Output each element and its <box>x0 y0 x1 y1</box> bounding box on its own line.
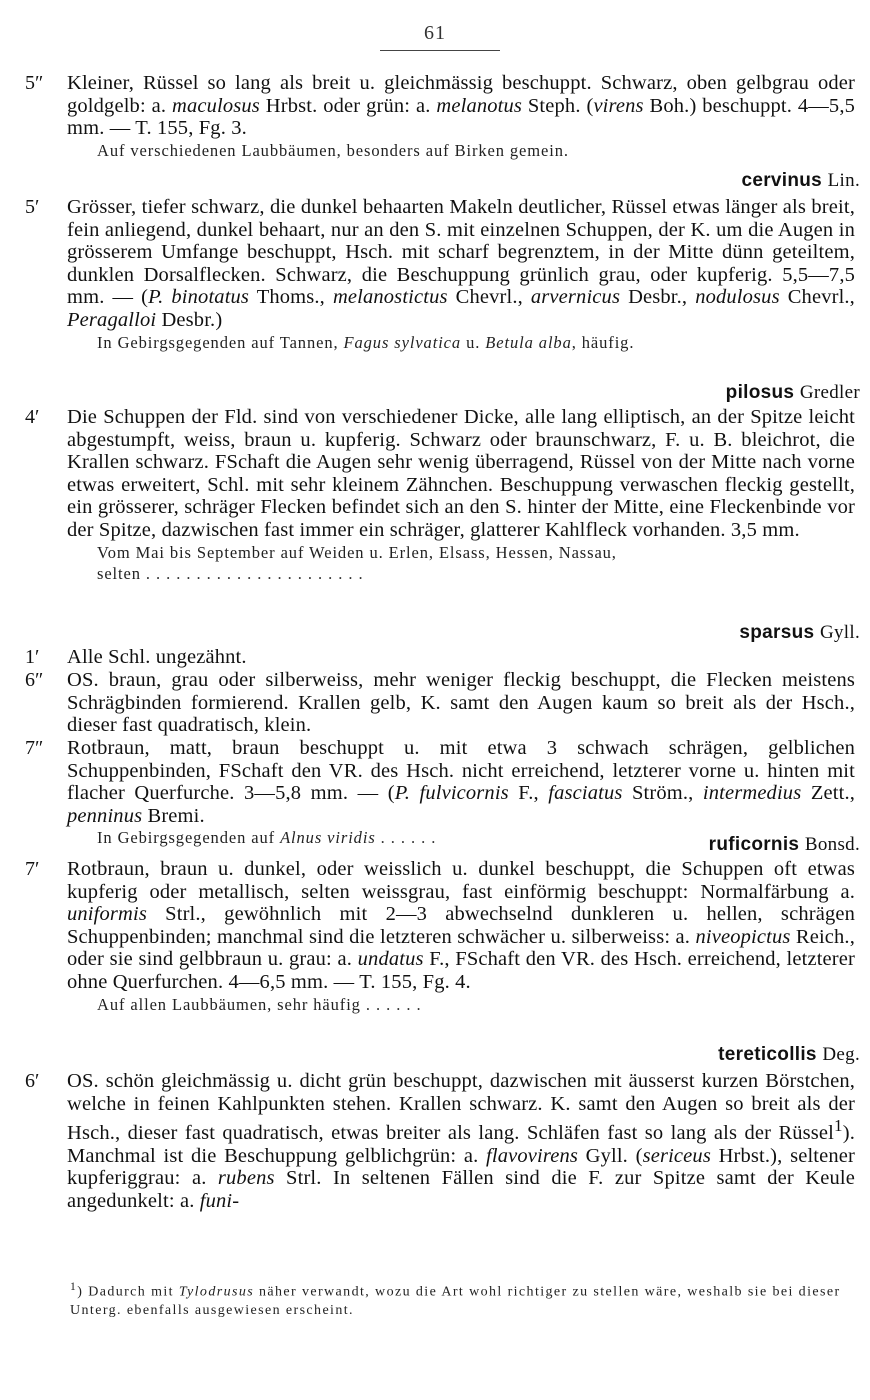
entry-number: 4′ <box>25 406 40 428</box>
key-entry-1d <box>25 646 857 669</box>
species-name-ruficornis: ruficornis Bonsd. <box>708 834 860 855</box>
entry-text: Alle Schl. ungezähnt. <box>67 646 247 668</box>
entry-number: 7″ <box>25 737 44 759</box>
species-name-pilosus: pilosus Gredler <box>725 382 860 403</box>
habitat-note: In Gebirgsgegenden auf Tannen, Fagus sylvatica u. Betula alba, häufig. <box>97 332 635 352</box>
entry-number: 6″ <box>25 669 44 691</box>
species-name-sparsus: sparsus Gyll. <box>739 622 860 643</box>
key-entry-7d <box>25 858 857 1015</box>
footnote: $^1$) Dadurch mit Tylodrusus näher verwandt, wozu die Art wohl richtiger zu stellen wäre, weshalb sie bei dieser Unterg. ebenfalls ausgewiesen erscheint. <box>70 1280 841 1318</box>
habitat-note-cont: selten ...................... <box>97 563 369 583</box>
key-entry-4d <box>25 406 857 584</box>
footnote-ref: 1 <box>834 1116 843 1136</box>
species-name-cervinus: cervinus Lin. <box>741 170 860 191</box>
species-name-tereticollis: tereticollis Deg. <box>718 1044 860 1065</box>
entry-number: 1′ <box>25 646 40 668</box>
entry-text: OS. schön gleichmässig u. dicht grün beschuppt, dazwischen mit äusserst kurzen Börstchen, welche in feinen Kahlpunkten stehen. Krallen schwarz. K. samt den Augen so breit als der Hsch., dieser fast quadratisch, etwas breiter als lang. Schläfen fast so lang als der Rüssel$^1$). Manchmal ist die Beschuppung gelblichgrün: a. flavovirens Gyll. (sericeus Hrbst.), seltener kupferiggrau: a. rubens Strl. In seltenen Fällen sind die F. zur Spitze samt der Keule angedunkelt: a. funi- <box>67 1070 856 1212</box>
entry-number: 6′ <box>25 1070 40 1092</box>
key-entry-5dd <box>25 72 857 161</box>
habitat-note: In Gebirgsgegenden auf Alnus viridis ...... <box>97 828 442 848</box>
key-entry-7dd <box>25 737 857 848</box>
entry-text: Grösser, tiefer schwarz, die dunkel behaarten Makeln deutlicher, Rüssel etwas länger als breit, fein anliegend, dunkel behaart, nur an den S. mit einzelnen Schuppen, der K. um die Augen in grösserem Umfange beschuppt, Hsch. mit scharf begrenztem, in der Mitte dünn geteiltem, dunklen Dorsalflecken. Schwarz, die Beschuppung grünlich grau, oder kupferig. 5,5—7,5 mm. — (P. binotatus Thoms., melanostictus Chevrl., arvernicus Desbr., nodulosus Chevrl., Peragalloi Desbr.) <box>67 196 855 331</box>
entry-text: Rotbraun, braun u. dunkel, oder weisslich u. dunkel beschuppt, die Schuppen oft etwas kupferig oder metallisch, selten weissgrau, fast einförmig beschuppt: Normalfärbung a. uniformis Strl., gewöhnlich mit 2—3 abwechselnd dunkleren u. hellen, schrägen Schuppenbinden; manchmal sind die letzteren schwächer u. silberweiss: a. niveopictus Reich., oder sie sind gelbbraun u. grau: a. undatus F., FSchaft den VR. des Hsch. erreichend, letzterer ohne Querfurchen. 4—6,5 mm. — T. 155, Fg. 4. <box>67 858 855 993</box>
key-entry-6dd <box>25 669 857 737</box>
entry-text: Rotbraun, matt, braun beschuppt u. mit etwa 3 schwach schrägen, gelblichen Schuppenbinden, FSchaft den VR. des Hsch. nicht erreichend, letzterer vorne u. hinten mit flacher Querfurche. 3—5,8 mm. — (P. fulvicornis F., fasciatus Ström., intermedius Zett., penninus Bremi. <box>67 737 855 827</box>
entry-text: OS. braun, grau oder silberweiss, mehr weniger fleckig beschuppt, die Flecken meistens Schrägbinden formierend. Krallen gelb, K. samt den Augen kaum so breit als der Hsch., dieser fast quadratisch, klein. <box>67 669 855 737</box>
key-entry-6d <box>25 1070 857 1212</box>
entry-text: Kleiner, Rüssel so lang als breit u. gleichmässig beschuppt. Schwarz, oben gelbgrau oder goldgelb: a. maculosus Hrbst. oder grün: a. melanotus Steph. (virens Boh.) beschuppt. 4—5,5 mm. — T. 155, Fg. 3. <box>67 72 856 140</box>
page-number: 61 <box>424 22 446 44</box>
header-rule <box>380 50 500 51</box>
entry-text: Die Schuppen der Fld. sind von verschiedener Dicke, alle lang elliptisch, an der Spitze leicht abgestumpft, weiss, braun u. kupferig. Schwarz oder braunschwarz, F. u. B. bleichrot, die Krallen schwarz. FSchaft die Augen sehr wenig überragend, Rüssel von der Mitte nach vorne etwas erweitert, Schl. mit sehr kleinem Zähnchen. Beschuppung verwaschen fleckig gestellt, ein grösserer, schräger Flecken befindet sich an den S. hinter der Mitte, eine Fleckenbinde vor der Spitze, dazwischen fast immer ein schräger, glatterer Kahlfleck vorhanden. 3,5 mm. <box>67 406 855 541</box>
entry-number: 5′ <box>25 196 40 218</box>
habitat-note: Auf allen Laubbäumen, sehr häufig ...... <box>97 994 427 1014</box>
key-entry-5d <box>25 196 857 353</box>
habitat-note: Vom Mai bis September auf Weiden u. Erlen, Elsass, Hessen, Nassau, <box>97 542 617 562</box>
entry-number: 5″ <box>25 72 44 94</box>
entry-number: 7′ <box>25 858 40 880</box>
habitat-note: Auf verschiedenen Laubbäumen, besonders auf Birken gemein. <box>97 140 569 160</box>
